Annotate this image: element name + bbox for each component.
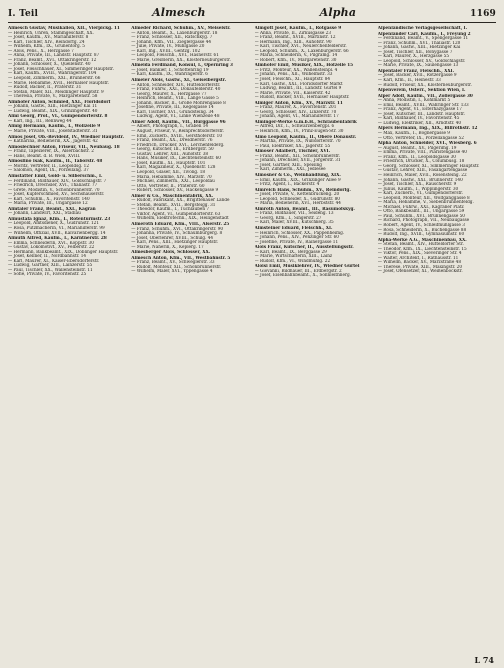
directory-entry: — Marie, Private, VIII., Josefstädterstr. 31 [8, 129, 98, 134]
directory-entry: — Franz, Beamt., XV., Schweglerstr. 33 [131, 260, 215, 265]
directory-entry: — Johann, Gastw., XXI., Brünnerstr. 140 [377, 177, 463, 182]
directory-entry: — Theodor, Kaufm., I., Tuchlauben 7 [131, 207, 210, 212]
directory-entry: — Emma, Schneiderin, XVI., Koppstr. 30 [8, 240, 94, 245]
directory-entry: Almesberger Alois, Schlosser, XX. [131, 250, 211, 255]
directory-entry: — Franz, Beamt., XII., Schönbrunnerstr. [254, 153, 341, 158]
directory-entry: — Karl, Ing., XVIII., Gentzg. 102 [131, 48, 201, 53]
directory-entry: — Karl, Beamt., IX., Berggasse 29 [254, 249, 327, 254]
directory-entry: — Katharina, Bedienerin, XX., Jägerstr. 42 [8, 139, 98, 144]
directory-entry: — Heinrich, Maler, XVII., Rosensteing. 22 [377, 172, 467, 177]
directory-entry: — Leopold, Schuhm., X., Laxenburgerstr. 66 [254, 48, 349, 53]
directory-entry: — Wilhelm, Elektrotechn., XIX., Heiligenstadt [131, 216, 229, 221]
directory-entry: Almesch Anton, Kfm., VII., Westbahnstr. 5 [131, 255, 231, 260]
directory-entry: — Johann, Pens., XII., Wilhelmstr. 33 [254, 72, 333, 77]
directory-entry: — Karl, Magazineur, X., Quellenstr. 128 [131, 165, 216, 170]
directory-entry: — Gustav, Lehrer, XIII., Auhofstr. 38 [131, 151, 209, 156]
directory-entry: — Viktor, Pens., XIX., Sieveringer Str. 4 [377, 251, 462, 256]
directory-entry: — Karl, Gastw., XXI., Floridsdorfer Markt [254, 81, 343, 86]
directory-entry: — Franz, Beamt., XVI., Ottakringerstr. 12 [8, 57, 97, 62]
directory-entry: — Karl, Maler, XVIII., Kutschkerg. 35 [254, 220, 334, 225]
directory-entry: — Richard, Photograph, VII., Neubaugasse [377, 218, 470, 223]
directory-entry: — Leopold, Monteur, XII., Wolfganggasse 8 [377, 195, 470, 200]
directory-entry: Almhofer Anton, Schmied, XXI., Floridsdorf [8, 99, 111, 104]
directory-entry: — Alfred, Dir., I., Schwarzenbergpl. 6 [254, 124, 335, 129]
directory-entry: — Michael, Fuhrw., XXI., Kagraner Platz [377, 204, 464, 209]
directory-entry: — Rosa, Schneiderin, X., Buchengasse 88 [377, 227, 467, 232]
directory-entry: Alpha-Werke A.G., Maschinenbau, XX. [377, 237, 467, 242]
directory-entry: Almhofer Emil, Musiker, XIX., Hofzeile 15 [254, 63, 354, 68]
directory-entry: — Paul, Elektriker, XX., Jägerstr. 55 [254, 143, 331, 148]
directory-entry: — Johanna, Private, IV., Schaumburgerg. 8 [131, 231, 223, 236]
directory-entry: Almoslechner Anton, Friseur, VII., Neubaug. 18 [8, 144, 120, 149]
directory-entry: — Theresia, Private, V., Margaretenstr. 58 [8, 94, 98, 99]
directory-entry: — Josef, Private, V., Kettenbrückeng. 20 [254, 192, 340, 197]
directory-entry: Almsteiner Eduard, Fleischh., XI. [254, 225, 333, 230]
directory-columns [8, 26, 496, 654]
directory-entry: — Otto, Vertreter, IX., Porzellangasse 52 [377, 135, 464, 140]
directory-entry: — Georg, Maurer, X., Herzgasse 77 [131, 91, 207, 96]
directory-entry: — Johann, Bäcker, II., Große Mohrengasse 8 [131, 100, 226, 105]
directory-entry: — Leopold, Glaser, XII., Tivolig. 18 [131, 169, 206, 174]
directory-entry: — Josefine, Private, III., Kegelgasse 14 [131, 105, 214, 110]
directory-entry: — Franz, Schuhm., XVI., Ottakringerstr. 90 [131, 226, 224, 231]
directory-entry: — Karl, Tischler, XIV., Reindorfg. 24 [8, 39, 85, 44]
directory-entry: Almgott Josef, Kaufm., I., Rotgasse 9 [254, 26, 342, 30]
directory-entry: — Josef, Gärtner, XIII., Speising [254, 162, 322, 167]
directory-entry: — Fritz, Monteur, XX., Wallensteinpl. 4 [254, 67, 338, 72]
right-running-head: Alpha [319, 6, 357, 19]
page-header [8, 6, 496, 23]
directory-entry: — Alois, Pens., X., Herzgasse 7 [8, 48, 74, 53]
directory-entry: Alpenländer Carl, Kaufm., I., Freyung 2 [377, 31, 471, 36]
directory-entry: — Stefan, Beamt., XIV., Hütteldorfer Str. [377, 242, 464, 247]
directory-entry: — Josef, Ofensetzer, XI., Weißenböckstr. [377, 269, 463, 274]
directory-entry: — Marie, Näherin, X., Keplerg. 17 [131, 244, 204, 249]
directory-entry: Almer & Co., Maschinenfabrik, XX. [131, 193, 214, 198]
directory-entry: Almstätter Emil, Gold- u. Silberschm., I. [8, 173, 103, 178]
directory-entry: Aloisi Emil, Musiklehrer, IV., Wiedner Gürtel [254, 264, 360, 269]
directory-entry: — Franz, Beamt., XX., Dresdnerstr. 76 [131, 138, 213, 143]
directory-entry: — Karl, Maurer, X., Herzgasse 55 [377, 54, 449, 59]
directory-entry: — Johann, Gastw., XIII., Hietzinger Kai 11 [8, 104, 98, 109]
directory-entry: — Michael, Zimmerm., XXI., Leopoldau [131, 179, 215, 184]
directory-entry: Almos Josef, Ob.-Revident, IV., Wiedner Hauptstr. [8, 134, 124, 139]
directory-entry: — Viktor, Agent, VI., Gumpendorferstr. 63 [131, 211, 221, 216]
directory-entry: — Rudolf, Kfm., VI., Windmühlg. 22 [254, 258, 331, 263]
directory-entry: — August, Friseur, V., Reinprechtsdorferstr. [131, 129, 225, 134]
column-4 [378, 26, 496, 654]
directory-entry: — Martha, Private, IX., Nußdorferstr. 70 [254, 139, 341, 144]
directory-entry: Almesch Gustav, Musikalien, XII., Vierpickg. 11 [8, 26, 120, 30]
directory-entry: — Friedrich, Drucker, X., Columbusg. 18 [377, 159, 465, 164]
directory-entry: — Marie, Wirtschafterin, XIII., Lainz [254, 254, 333, 259]
directory-entry: — Julie, Private, IV., Mühlgasse 20 [131, 44, 205, 49]
directory-entry: — Julius, Kaufm., I., Wipplingerstr. 30 [377, 186, 459, 191]
directory-entry: Alpha Anton, Schneider, XVI., Wiesberg. 6 [377, 141, 477, 146]
directory-entry: — Franz, Bildhauer, VII., Seideng. 13 [254, 211, 334, 216]
directory-entry: — Leopold, Schneider, X., Gudrunstr. 80 [254, 196, 340, 201]
directory-entry: — Otto, Bankbeamt., III., Ungargasse 59 [377, 209, 465, 214]
directory-entry: — Karl, Kfm., II., Heinestr. 33 [377, 78, 441, 83]
directory-entry: Almoslino Isak, Kaufm., II., Taborstr. 48 [8, 159, 103, 164]
directory-entry: — Otto, Vertreter, II., Praterstr. 60 [131, 183, 205, 188]
directory-entry: — Therese, Private, XIII., Maxingstr. 20 [377, 264, 463, 269]
directory-entry: — Georg, Schlosser, XIV., Linzerstr. 70 [254, 109, 337, 114]
directory-entry: — Gustav, Lokomotivf., XV., Felberstr. 22 [8, 245, 95, 250]
directory-entry: Almustafa Ignaz, Kfm., I., Rotenturmstr. 23 [8, 216, 111, 221]
directory-entry: — Friedrich, Drucker, XVI., Lerchenfelderg. [131, 142, 225, 147]
left-running-head: Almesch [152, 6, 206, 19]
directory-entry: — Franz, Maurer, X., Favoritenstr. 201 [254, 105, 337, 110]
directory-entry: — Ferdinand, Beamt., V., Spengergasse 11 [377, 36, 469, 41]
directory-entry: — Albert, Photograph, I., Graben 14 [131, 124, 209, 129]
directory-entry: Almeida Ferdinand, Konsul, I., Opernring 3 [131, 63, 233, 68]
directory-entry: — Karl, Maurer, XI., Kaiser-Ebersdorferstr. [8, 258, 100, 263]
directory-entry: Almo Leopold, Kaufm., II., Obere Donaustr. [254, 134, 357, 139]
directory-entry: — Rudolf, Bäcker, XVII., Hernalser Hauptstr. [254, 95, 350, 100]
directory-entry: — Heinrich, Schlosser, XX., Pappenheimg. [254, 230, 345, 235]
directory-entry: — Rudolf, Monteur, XII., Schönbrunnerstr. [131, 264, 222, 269]
directory-entry: — Karl, Zimmerm., XXI., Jedlesee [254, 167, 326, 172]
directory-entry: — Stefan, Maler, XII., Meidlinger Hauptstr. 9 [8, 89, 104, 94]
directory-entry: — Max, Kaufm., I., Bognergasse 9 [377, 131, 450, 136]
directory-entry: — Karl, Zuckerb., VI., Gumpendorferstr. [377, 191, 464, 196]
directory-entry: Almreich Hans, Schuhm., XV., Reindorfg. [254, 187, 351, 192]
directory-entry: — Paul, Schuhm., XVI., Brunnengasse 50 [377, 213, 465, 218]
directory-entry: — Ludwig, Agent, VI., Linke Wienzeile 48 [131, 114, 220, 119]
directory-entry: — Josef, Bäcker, XVII., Rötzergasse 9 [377, 73, 457, 78]
directory-entry: — Wilhelm, Maler, XVI., Yppengasse 4 [131, 269, 213, 274]
directory-entry: — Gustav, Lehrer, XIII., Fasangartengasse [377, 168, 468, 173]
directory-entry: Alpers Hermann, Ing., XIX., Billrothstr. 12 [377, 126, 478, 131]
directory-entry: — Georg, Kutscher, III., Erdbergstr. 50 [131, 147, 214, 152]
directory-entry: — Josef, Tischler, XX., Rauscherstr. 9 [377, 182, 457, 187]
column-1 [8, 26, 126, 654]
directory-entry: Alper Adolf, Kaufm., VII., Zollergasse 30 [377, 93, 473, 98]
directory-entry: — Maria, Hebamme, XIV., Märzstr. 70 [131, 174, 212, 179]
directory-entry: — Johann, Gastw., XIII., Hietzinger Kai [377, 45, 461, 50]
directory-entry: — Maria, Bedienerin, XVI., Herbststr. 44 [254, 201, 341, 206]
directory-entry: — Grete, Modistin, V., Schönbrunnerstr. 70 [8, 187, 100, 192]
directory-entry: Almeder Richard, Schuhm., XV., Meiselstr. [131, 26, 231, 30]
directory-entry: — Ludwig, Beamt., XIX., Grinzingerstr. 40 [8, 108, 98, 113]
directory-entry: — Karl, Bildhauer, IV., Favoritenstr. 45 [377, 116, 460, 121]
directory-entry: — Johann, Kfm., VII., Zieglergasse 44 [131, 39, 212, 44]
directory-entry: — Georg, Schlosser, XI., Simmeringer Hauptstr. [377, 163, 480, 168]
directory-entry: — Maria, Private, III., Ungargasse 12 [8, 201, 88, 206]
directory-entry: — Heinrich, Uhren, Stammgeschäft, XX. [8, 30, 94, 35]
directory-entry: — Johann, Drechsler, XVII., Jörgerstr. 31 [254, 158, 341, 163]
directory-entry: — Heinrich, Kfm., IV., Prinz-Eugen-Str. 30 [254, 129, 344, 134]
directory-entry: — Anna, Private, III., Landstr. Hauptstr. 87 [8, 53, 100, 58]
directory-entry: — Ludwig, Elektriker, XII., Arndtstr. 40 [377, 120, 462, 125]
directory-entry: Almroth Anton, Beamt., III., Rasumofskyg. [254, 206, 355, 211]
directory-entry: Almuth Alfred, Kaufm., I., Kärntnerstr. 28 [8, 236, 107, 241]
directory-entry: Almtaler Franz, Beamt., XXI., Kagran [8, 206, 96, 211]
directory-entry: — Ludwig, Gärtner, XIII., Lainzerstr. 55 [8, 263, 93, 268]
directory-entry: — Josef, Oberlehrer, XVIII., Schulg. 44 [131, 235, 214, 240]
directory-entry: — Wilhelm, Kfm., IX., Grünentorg. 5 [8, 44, 85, 49]
directory-entry: — Marie, Private, IX., Säulengasse 13 [377, 63, 459, 68]
directory-entry: — Karl, Kaufm., IX., Währingerstr. 6 [131, 72, 208, 77]
section-label: I. Teil [8, 9, 39, 19]
directory-entry: — Rudolf, Ing., XVIII., Gymnasiumstr. 60 [377, 232, 465, 237]
directory-entry: — Josef, Fleischhauer, XI., Simmeringer Hauptstr. [8, 66, 114, 71]
directory-entry: — Karl, Schuhm., X., Favoritenstr. 140 [8, 196, 90, 201]
directory-entry: — Karl, Ing., III., Rennweg 44 [8, 118, 72, 123]
directory-entry: — Wilhelm, Offizial, XVII., Kalvarienbergg. 14 [8, 230, 106, 235]
directory-entry: — Rudolf, Fabrikant, XX., Brigittenauer Lände [131, 198, 230, 203]
directory-entry: — Sofie, Private, IV., Favoritenstr. 25 [8, 272, 87, 277]
directory-entry: — Fritz, Agent, I., Bäckerstr. 4 [254, 182, 320, 187]
directory-entry: — Karl, Kaufm., XVIII., Währingerstr. 104 [8, 71, 97, 76]
directory-entry: — Josef, Kaufm., XV., Mariahilferstr. 8 [8, 35, 89, 40]
directory-entry: — Leopold, Zimmerm., XXI., Brünnerstr. 66 [8, 76, 101, 81]
directory-entry: — Walter, Architekt, I., Rathausstr. 11 [377, 255, 459, 260]
directory-entry: — Marie, Private, VII., Kaiserstr. 42 [254, 90, 331, 95]
directory-entry: — Maria, Schneiderin, V., Pilgramg. 14 [254, 53, 338, 58]
directory-entry: — Franz, Schuhm., XVI., Thaliastr. 120 [377, 40, 461, 45]
directory-entry: — Salomon, Agent, IX., Porzellang. 37 [8, 168, 89, 173]
directory-entry: — Franz, Schlosser, XII., Ratschkyg. 7 [131, 35, 213, 40]
directory-entry: — Maria, Hebamme, V., Siebenbrunnenfeldg. [377, 200, 474, 205]
directory-entry: — Johann, Landwirt, XXI., Stadlau [8, 211, 81, 216]
directory-entry: Almosner & Co., Weinhandlung, XIX. [254, 172, 341, 177]
directory-entry: — Emma, Private, VIII., Piaristengasse 40 [377, 150, 467, 155]
directory-entry: — Emil, Beamt., XVIII., Währinger Str. 133 [377, 102, 469, 107]
directory-entry: — Josef, Fleischh., XI., Hauptstr. 84 [254, 77, 331, 82]
directory-entry: — Robert, Agent, IV., Schleifmühlgasse 3 [377, 222, 465, 227]
directory-entry: — Johann, Schlosser, X., Quellenstr. 40 [8, 62, 91, 67]
sheet-mark: L 74 [474, 655, 494, 665]
directory-entry: Almeier Alois, Gastw., XI., Geiselbergstr. [131, 78, 227, 83]
directory-entry: — Anton, Schneider, XIV., Hütteldorferstr. [131, 82, 221, 87]
directory-entry: — Friedrich, Drechsler, XVI., Thaliastr. 77 [8, 183, 98, 188]
directory-entry: — Rudolf, Bäcker, II., Praterstr. 31 [8, 85, 82, 90]
directory-entry: Almig Hermann, Kaufm., I., Wollzeile 9 [8, 124, 101, 129]
directory-entry: — Moritz, Vertreter, II., Leopoldsg. 12 [8, 163, 89, 168]
directory-entry: Alois Franz, Kutscher, II., Ausstellungsstr. [254, 245, 354, 250]
directory-entry: — Emil, Zuckerb., XVIII., Gersthoferstr. 10 [131, 133, 223, 138]
directory-entry: — Rosa, Putzmacherin, VI., Mariahilferstr. 99 [8, 225, 105, 230]
directory-entry: — Franz, Tapezierer, IX., Alserbachstr. 2 [8, 149, 94, 154]
directory-entry: — Franz, Agent, VI., Esterhazygasse 17 [377, 107, 462, 112]
directory-entry: — Karl, Pens., XIII., Hietzinger Hauptstr. [131, 240, 219, 245]
directory-entry: Almer Adolf, Kaufm., VII., Burggasse 96 [131, 119, 226, 124]
directory-entry: — Karl, Tischler, XVI., Neulerchenfelderstr. [254, 44, 347, 49]
directory-entry: — Anna, Private, II., Zirkusgasse 23 [254, 30, 331, 35]
directory-entry: Alpenverein, Österr., Sektion Wien, I. [377, 88, 466, 93]
directory-entry: — Hermann, Ing., XIII., Auhofstr. 90 [254, 39, 332, 44]
directory-entry: — Heinrich, Beamt., VIII., Lange Gasse 5 [131, 96, 219, 101]
directory-entry: — Josef, Bankier, I., Schottenring 19 [131, 67, 209, 72]
directory-entry: Alminger-Werke G.m.b.H., Schraubenfabrik [254, 119, 357, 124]
directory-entry: — Josef, Kutscher, III., Landstr. Hauptstr. [377, 111, 466, 116]
directory-entry: — Georg, Kfm., I., Singerstr. 27 [254, 215, 322, 220]
directory-entry: — Hans, Musiker, IX., Liechtensteinstr. 60 [131, 156, 221, 161]
directory-entry: Almi Georg, Prof., VI., Gumpendorferstr. 8 [8, 114, 108, 119]
directory-entry: — Anton, Beamt., X., Laxenburgerstr. 18 [131, 30, 218, 35]
directory-entry: — Josef, Tischler, XII., Bonygasse 7 [377, 49, 453, 54]
directory-entry: — Leopold, Fleischh., XVI., Hasnerstr. 61 [131, 53, 219, 58]
directory-entry: — Karl, Tischler, XVI., Grundsteing. 34 [131, 109, 214, 114]
directory-entry: — Hans, Beamt. d. B. Wien, XVIII. [8, 153, 81, 158]
directory-entry: — Ludwig, Beamt., III., Landstr. Gürtel 9 [254, 86, 342, 91]
directory-entry: — Franz, Kfm., II., Leopoldsgasse 30 [377, 154, 456, 159]
directory-entry: Almeroth Eduard, Kfm., VIII., Alserstr. 25 [131, 221, 230, 226]
directory-entry: — Franz, Beamt., XVIII., Martinstr. 12 [254, 35, 336, 40]
directory-entry: — Ferdinand, Bildhauer, XIV., Goldschlagstr. 7 [8, 178, 107, 183]
directory-entry: Almiger Anton, Kfm., XV., Märzstr. 11 [254, 100, 343, 105]
directory-entry: — Marie, Greißlerin, XX., Klosterneuburgerstr. [131, 57, 231, 62]
directory-entry: — August, Beamt., XV., Pilgerimg. 19 [377, 145, 457, 150]
directory-entry: — Stefan, Beamt., XVII., Bergsteigg. 31 [131, 202, 216, 207]
directory-entry: — Giovanni, Bildhauer, III., Erdbergstr. 2 [254, 268, 342, 273]
directory-entry: — Josefine, Private, IV., Rainergasse 11 [254, 239, 339, 244]
directory-entry: — Josef, Eisenbahnbeamt., X., Sonnleithnerg. [254, 273, 351, 278]
directory-entry: Alpenländische Verlagsgesellschaft, I. [377, 26, 468, 30]
directory-entry: — Emil, Kaufm., XIX., Grinzinger Allee 9 [254, 177, 341, 182]
directory-entry: — Johann, Pens., XIV., Penzinger Str. 60 [254, 235, 339, 240]
directory-entry: — Josef, Kupferschmied, XV., Sechshauserstr. [8, 192, 105, 197]
directory-entry: Almoser Adalbert, Tischler, XVI. [254, 149, 331, 154]
directory-entry: Alpentaler Franz, Fleischh., XXI. [377, 68, 455, 73]
directory-entry: — Josef, Kaufm., XI., Hauptstr. 101 [131, 160, 206, 165]
directory-entry: — Marie, Hebamme, XVII., Hernalser Hauptstr. [8, 80, 110, 85]
directory-entry: — Paul, Tischler, XX., Wallensteinstr. 11 [8, 267, 93, 272]
directory-entry: — Hermann, Bankbeamt., XIX., Döblinger Hauptstr. [8, 249, 119, 254]
column-3 [255, 26, 373, 654]
directory-entry: — Anna, Modistin, I., Kohlmarkt 5 [377, 98, 451, 103]
column-2 [131, 26, 249, 654]
directory-entry: — Franz, Fuhrw., XXI., Donaufelderstr. 40 [131, 87, 221, 92]
page-number: 1169 [470, 9, 496, 19]
directory-entry: — Rudolf, Friseur, XX., Klosterneuburgerstr. [377, 82, 472, 87]
directory-entry: — Robert, Schlosser, XV., Hackengasse 9 [131, 188, 219, 193]
directory-entry: — Wilhelm, Bäcker, XV., Märzstraße 48 [377, 260, 461, 265]
directory-entry: — Johann, Agent, VI., Mariahilferstr. 17 [254, 114, 339, 119]
directory-entry: — Leopold, Amtsdiener, X., Gudrunstr. 121 [8, 221, 100, 226]
directory-entry: — Josef, Kellner, II., Nordbahnstr. 14 [8, 254, 87, 259]
directory-entry: — Leopold, Schlosser, XV., Goldschlagstr. [377, 58, 466, 63]
directory-entry: — Robert, Kfm., IV., Margaretenstr. 30 [254, 57, 337, 62]
directory-entry: — Theodor, Kfm., IX., Liechtensteinstr. 15 [377, 246, 467, 251]
